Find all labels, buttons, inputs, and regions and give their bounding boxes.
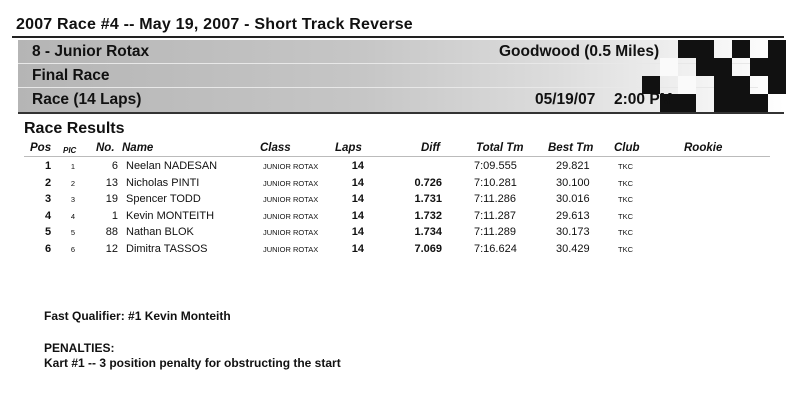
- checker-square: [768, 58, 786, 76]
- cell-club: TKC: [618, 178, 633, 188]
- cell-best: 29.613: [556, 209, 590, 222]
- col-diff: Diff: [421, 142, 440, 154]
- results-heading: Race Results: [24, 120, 125, 137]
- col-name: Name: [122, 142, 154, 154]
- checker-square: [732, 40, 750, 58]
- cell-no: 12: [105, 243, 118, 255]
- checker-square: [696, 40, 714, 58]
- cell-diff: 0.726: [414, 176, 442, 189]
- cell-best: 30.100: [556, 176, 590, 189]
- col-best: Best Tm: [548, 142, 594, 154]
- col-pic: PIC: [63, 146, 77, 155]
- cell-diff: 1.734: [414, 226, 442, 239]
- checker-square: [768, 40, 786, 58]
- checker-square: [768, 76, 786, 94]
- cell-club: TKC: [618, 211, 633, 221]
- col-pos: Pos: [30, 142, 52, 154]
- cell-no: 13: [105, 176, 118, 189]
- cell-total: 7:11.286: [474, 193, 517, 206]
- cell-laps: 14: [351, 193, 364, 206]
- checker-square: [678, 76, 696, 94]
- cell-class: JUNIOR ROTAX: [263, 245, 319, 254]
- cell-class: JUNIOR ROTAX: [263, 195, 319, 205]
- checker-square: [732, 94, 750, 112]
- cell-club: TKC: [618, 162, 633, 171]
- cell-total: 7:11.287: [474, 209, 517, 222]
- cell-laps: 14: [351, 226, 364, 239]
- cell-club: TKC: [618, 195, 633, 205]
- cell-total: 7:09.555: [474, 160, 517, 172]
- cell-no: 6: [111, 160, 118, 172]
- penalty-text: Kart #1 -- 3 position penalty for obstructing the start: [44, 356, 341, 370]
- cell-name: Nathan BLOK: [126, 226, 194, 239]
- col-club: Club: [614, 142, 640, 154]
- checker-square: [750, 94, 768, 112]
- col-class: Class: [260, 142, 291, 154]
- cell-no: 19: [105, 193, 118, 206]
- table-header-rule: [24, 156, 770, 157]
- cell-pic: 2: [70, 178, 76, 188]
- race-date: 05/19/07: [535, 91, 596, 108]
- col-laps: Laps: [335, 142, 362, 154]
- checker-square: [750, 58, 768, 76]
- cell-club: TKC: [618, 245, 633, 254]
- cell-club: TKC: [618, 228, 633, 238]
- col-rookie: Rookie: [684, 142, 723, 154]
- checker-square: [660, 58, 678, 76]
- cell-pos: 6: [44, 243, 52, 255]
- cell-total: 7:16.624: [474, 243, 517, 255]
- race-laps: Race (14 Laps): [32, 91, 142, 108]
- cell-diff: 1.732: [414, 209, 442, 222]
- race-time: 2:00 PM: [614, 91, 673, 108]
- cell-name: Kevin MONTEITH: [126, 209, 215, 222]
- cell-pos: 3: [44, 193, 52, 206]
- class-line: 8 - Junior Rotax: [32, 43, 150, 60]
- cell-no: 88: [105, 226, 118, 239]
- cell-laps: 14: [351, 176, 364, 189]
- cell-best: 30.173: [556, 226, 590, 239]
- cell-total: 7:11.289: [474, 226, 517, 239]
- checker-square: [696, 58, 714, 76]
- cell-pos: 4: [44, 209, 52, 222]
- cell-diff: 1.731: [414, 193, 442, 206]
- race-type: Final Race: [32, 67, 110, 84]
- cell-pic: 6: [70, 245, 76, 254]
- cell-name: Dimitra TASSOS: [126, 243, 208, 255]
- checker-square: [714, 94, 732, 112]
- penalties-label: PENALTIES:: [44, 341, 115, 355]
- cell-class: JUNIOR ROTAX: [263, 162, 319, 171]
- cell-name: Neelan NADESAN: [126, 160, 218, 172]
- fast-qualifier: Fast Qualifier: #1 Kevin Monteith: [44, 309, 231, 323]
- checker-square: [732, 76, 750, 94]
- cell-class: JUNIOR ROTAX: [263, 211, 319, 221]
- cell-pos: 5: [44, 226, 52, 239]
- cell-total: 7:10.281: [474, 176, 517, 189]
- cell-laps: 14: [351, 243, 364, 255]
- cell-no: 1: [111, 209, 118, 222]
- col-no: No.: [96, 142, 115, 154]
- cell-pic: 4: [70, 211, 76, 221]
- checker-square: [678, 94, 696, 112]
- cell-pos: 1: [44, 160, 52, 172]
- checker-square: [678, 40, 696, 58]
- cell-name: Nicholas PINTI: [126, 176, 200, 189]
- cell-pic: 1: [70, 162, 76, 171]
- title-divider: [12, 36, 784, 38]
- cell-pos: 2: [44, 176, 52, 189]
- cell-laps: 14: [351, 160, 364, 172]
- cell-diff: 7.069: [414, 243, 442, 255]
- cell-pic: 5: [70, 228, 76, 238]
- cell-best: 29.821: [556, 160, 590, 172]
- cell-class: JUNIOR ROTAX: [263, 228, 319, 238]
- col-total: Total Tm: [476, 142, 524, 154]
- page-title: 2007 Race #4 -- May 19, 2007 - Short Track Reverse: [16, 16, 413, 33]
- race-header-band: [18, 40, 784, 114]
- cell-name: Spencer TODD: [126, 193, 201, 206]
- cell-best: 30.016: [556, 193, 590, 206]
- cell-best: 30.429: [556, 243, 590, 255]
- cell-class: JUNIOR ROTAX: [263, 178, 319, 188]
- cell-laps: 14: [351, 209, 364, 222]
- checker-square: [714, 76, 732, 94]
- venue: Goodwood (0.5 Miles): [499, 43, 660, 60]
- cell-pic: 3: [70, 195, 76, 205]
- checker-square: [714, 58, 732, 76]
